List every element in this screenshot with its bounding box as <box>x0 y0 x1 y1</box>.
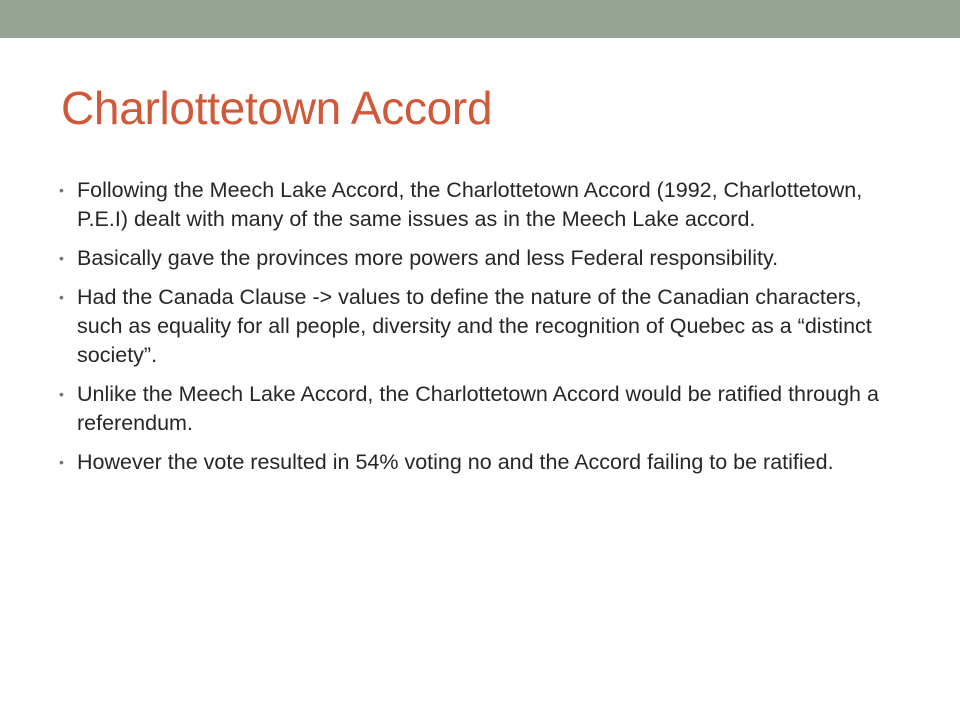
slide-title: Charlottetown Accord <box>61 82 493 134</box>
bullet-dot-icon: • <box>59 250 64 266</box>
bullet-item <box>58 176 908 234</box>
top-accent-bar <box>0 0 960 38</box>
bullet-text: Had the Canada Clause -> values to define the nature of the Canadian characters, such as equality for all people, diversity and the recognition of Quebec as a “distinct society”. <box>77 285 872 367</box>
bullet-dot-icon: • <box>59 289 64 305</box>
bullet-list <box>58 176 908 487</box>
bullet-text: However the vote resulted in 54% voting no and the Accord failing to be ratified. <box>77 450 834 474</box>
bullet-text: Unlike the Meech Lake Accord, the Charlottetown Accord would be ratified through a referendum. <box>77 382 879 435</box>
bullet-item <box>58 244 908 273</box>
bullet-item <box>58 448 908 477</box>
bullet-item <box>58 283 908 370</box>
bullet-text: Basically gave the provinces more powers and less Federal responsibility. <box>77 246 779 270</box>
bullet-dot-icon: • <box>59 182 64 198</box>
bullet-text: Following the Meech Lake Accord, the Charlottetown Accord (1992, Charlottetown, P.E.I) dealt with many of the same issues as in the Meech Lake accord. <box>77 178 863 231</box>
bullet-dot-icon: • <box>59 454 64 470</box>
bullet-dot-icon: • <box>59 386 64 402</box>
bullet-item <box>58 380 908 438</box>
